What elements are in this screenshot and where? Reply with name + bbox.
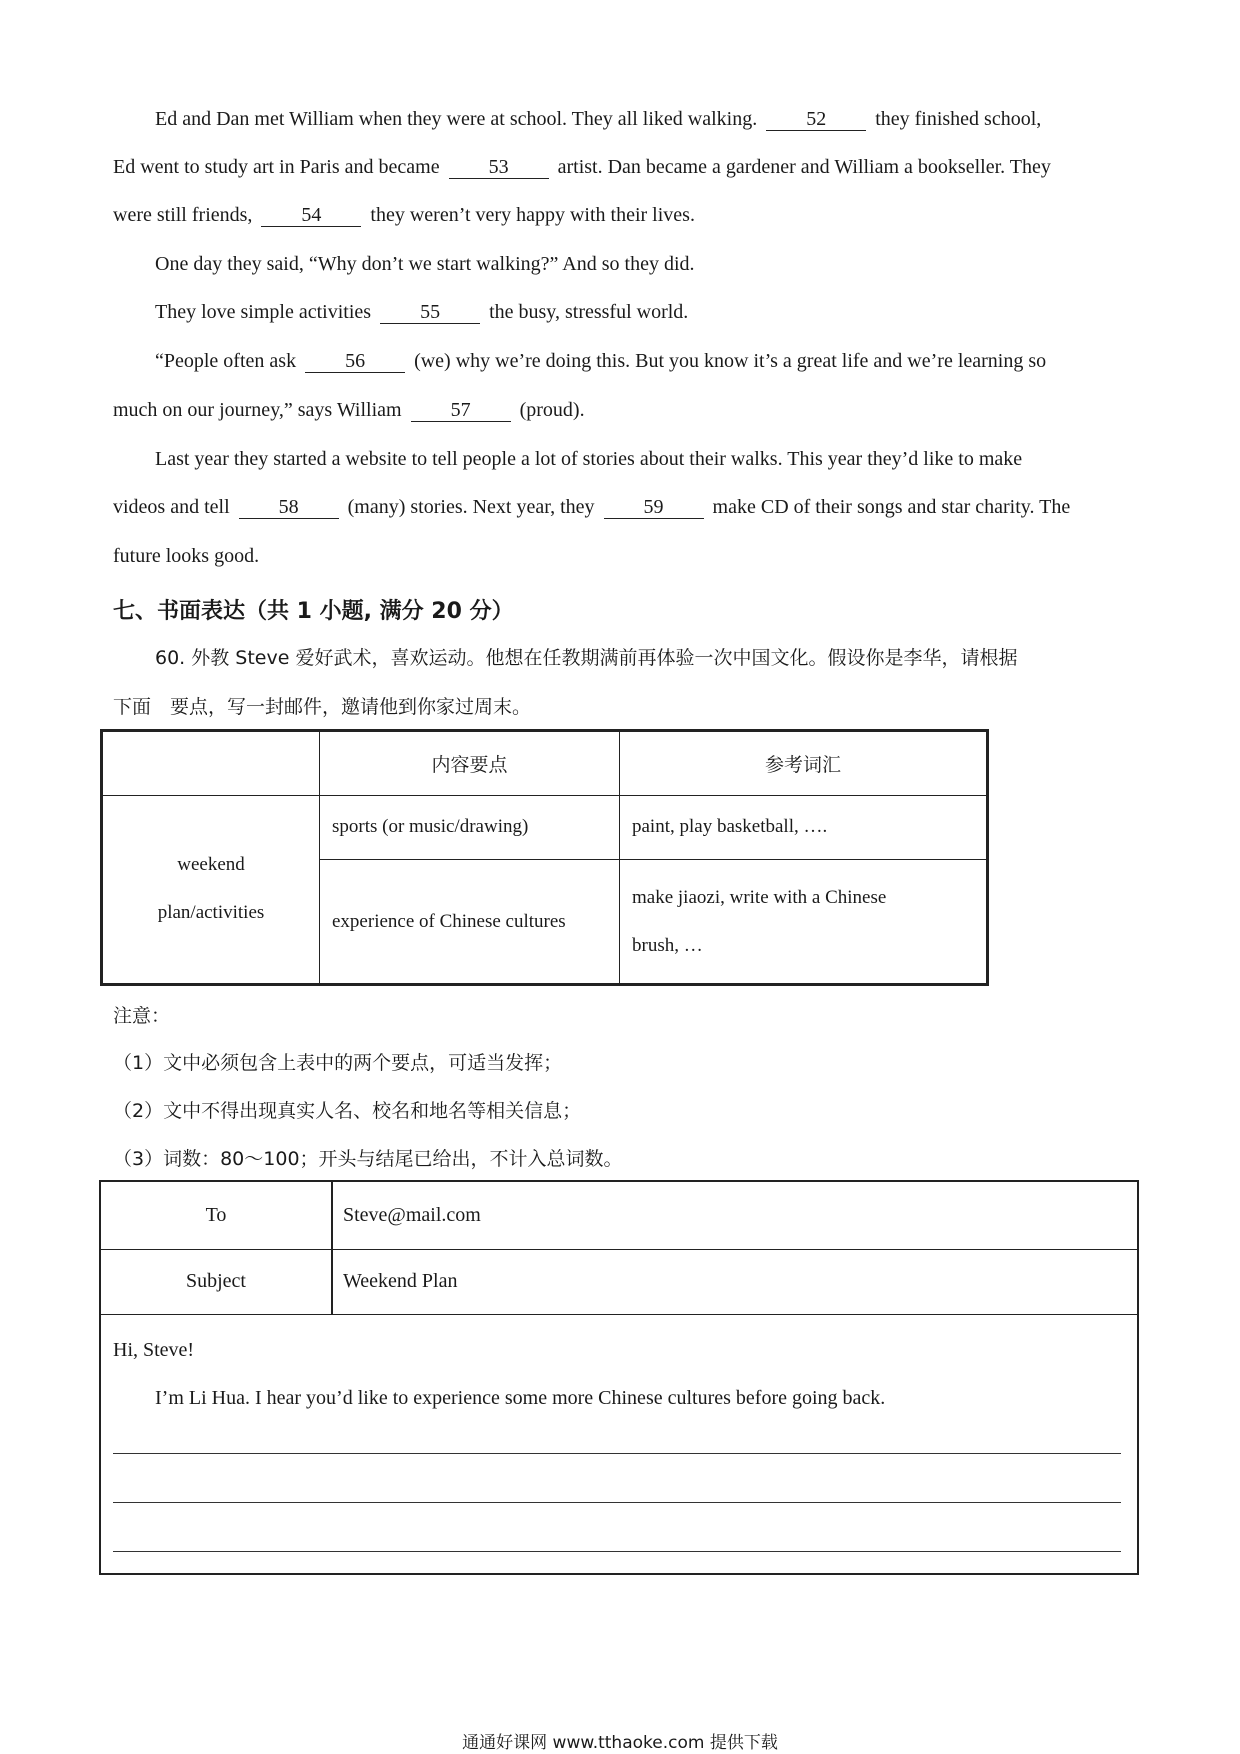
passage-text: They love simple activities xyxy=(155,301,372,323)
passage-text: they finished school, xyxy=(875,108,1042,130)
passage-line-5 xyxy=(155,301,688,324)
passage-text: the busy, stressful world. xyxy=(489,301,689,323)
email-template xyxy=(99,1180,1139,1575)
note-2: （2）文中不得出现真实人名、校名和地名等相关信息； xyxy=(113,1100,582,1122)
email-to-label: To xyxy=(101,1182,333,1249)
row-label-line: weekend xyxy=(177,854,245,876)
table-cell: sports (or music/drawing) xyxy=(320,795,620,860)
question-line-1: 60. 外教 Steve 爱好武术，喜欢运动。他想在任教期满前再体验一次中国文化。假设你是李华，请根据 xyxy=(155,647,1018,669)
writing-line[interactable] xyxy=(113,1502,1121,1503)
table-header-vocab: 参考词汇 xyxy=(620,731,988,796)
email-to-row xyxy=(101,1182,1137,1250)
table-row-label xyxy=(102,795,320,985)
email-subject-value: Weekend Plan xyxy=(343,1270,458,1292)
requirements-table xyxy=(100,729,989,986)
section-heading: 七、书面表达（共 1 小题, 满分 20 分） xyxy=(113,599,514,624)
passage-text: Ed went to study art in Paris and became xyxy=(113,156,440,178)
email-subject-label: Subject xyxy=(101,1249,333,1314)
passage-line-1 xyxy=(155,108,1041,131)
passage-line-2 xyxy=(113,156,1051,179)
page-footer: 通通好课网 www.tthaoke.com 提供下载 xyxy=(462,1733,778,1753)
passage-text: were still friends, xyxy=(113,204,253,226)
blank-56: 56 xyxy=(305,350,405,373)
passage-line-8: Last year they started a website to tell people a lot of stories about their walks. This year they’d like to make xyxy=(155,448,1023,470)
passage-text: (many) stories. Next year, they xyxy=(347,496,595,518)
question-line-2: 下面 要点，写一封邮件，邀请他到你家过周末。 xyxy=(113,696,532,718)
passage-text: (proud). xyxy=(519,399,585,421)
table-cell-line: make jiaozi, write with a Chinese xyxy=(632,886,887,908)
note-3: （3）词数：80～100；开头与结尾已给出，不计入总词数。 xyxy=(113,1148,623,1170)
table-cell: paint, play basketball, …. xyxy=(620,795,988,860)
blank-53: 53 xyxy=(449,156,549,179)
passage-line-3 xyxy=(113,204,695,227)
passage-text: make CD of their songs and star charity. The xyxy=(712,496,1071,518)
passage-line-7 xyxy=(113,399,585,422)
email-greeting: Hi, Steve! xyxy=(113,1339,195,1361)
table-cell xyxy=(620,860,988,985)
row-label-line: plan/activities xyxy=(157,902,265,924)
blank-52: 52 xyxy=(766,108,866,131)
passage-text: Ed and Dan met William when they were at school. They all liked walking. xyxy=(155,108,758,130)
blank-59: 59 xyxy=(604,496,704,519)
email-to-value: Steve@mail.com xyxy=(343,1204,481,1226)
writing-line[interactable] xyxy=(113,1453,1121,1454)
email-opening: I’m Li Hua. I hear you’d like to experience some more Chinese cultures before going back. xyxy=(155,1387,886,1409)
passage-text: (we) why we’re doing this. But you know it’s a great life and we’re learning so xyxy=(414,350,1047,372)
passage-text: videos and tell xyxy=(113,496,230,518)
note-1: （1）文中必须包含上表中的两个要点，可适当发挥； xyxy=(113,1052,563,1074)
table-header-empty xyxy=(102,731,320,796)
blank-55: 55 xyxy=(380,301,480,324)
email-subject-row xyxy=(101,1249,1137,1315)
table-header-row xyxy=(102,731,988,796)
passage-line-4: One day they said, “Why don’t we start walking?” And so they did. xyxy=(155,253,695,275)
blank-54: 54 xyxy=(261,204,361,227)
passage-line-6 xyxy=(155,350,1046,373)
blank-58: 58 xyxy=(239,496,339,519)
passage-line-9 xyxy=(113,496,1070,519)
passage-text: they weren’t very happy with their lives. xyxy=(370,204,695,226)
passage-text: artist. Dan became a gardener and William a bookseller. They xyxy=(557,156,1051,178)
writing-line[interactable] xyxy=(113,1551,1121,1552)
passage-text: “People often ask xyxy=(155,350,297,372)
notes-title: 注意： xyxy=(113,1005,171,1027)
table-cell: experience of Chinese cultures xyxy=(320,860,620,985)
table-cell-line: brush, … xyxy=(632,934,703,956)
table-header-points: 内容要点 xyxy=(320,731,620,796)
passage-text: much on our journey,” says William xyxy=(113,399,402,421)
passage-line-10: future looks good. xyxy=(113,545,260,567)
blank-57: 57 xyxy=(411,399,511,422)
table-row xyxy=(102,795,988,860)
